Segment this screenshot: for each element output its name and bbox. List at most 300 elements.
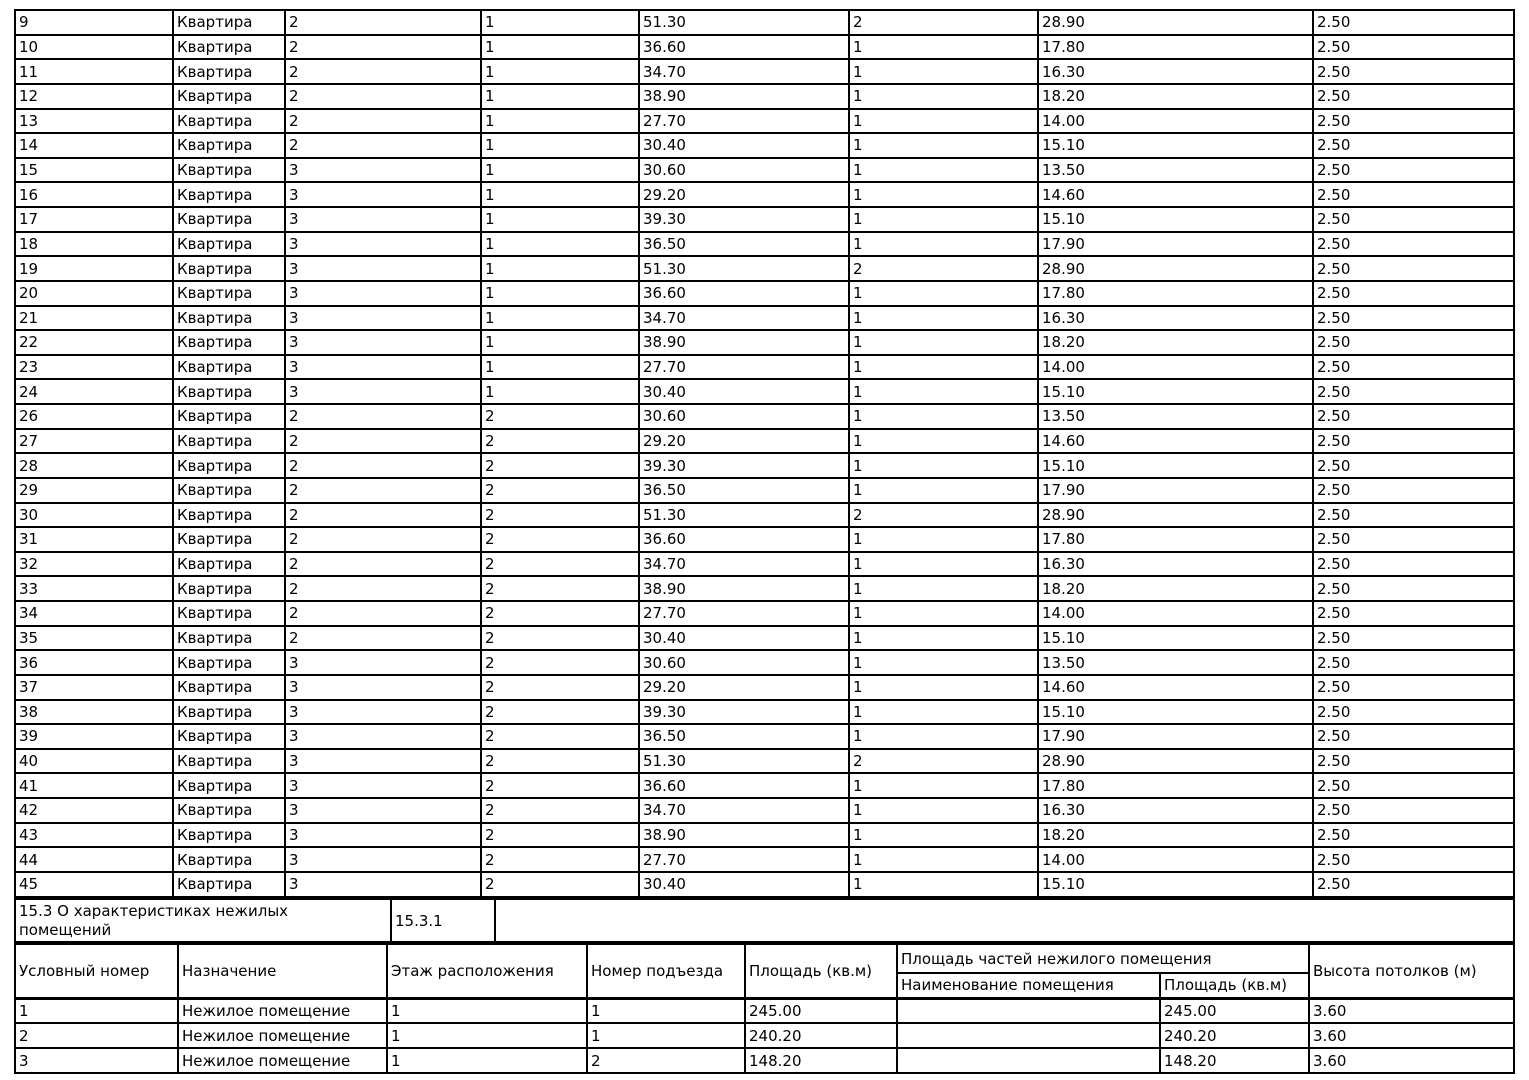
- nonresidential-row: [15, 1048, 1514, 1073]
- table-cell: 44: [15, 847, 173, 872]
- table-cell: Квартира: [173, 84, 285, 109]
- table-cell: 17.80: [1038, 527, 1313, 552]
- table-cell: 41: [15, 773, 173, 798]
- table-cell: 17.90: [1038, 232, 1313, 257]
- table-cell: 1: [849, 847, 1038, 872]
- apartment-row: [15, 576, 1514, 601]
- table-cell: 2: [481, 675, 639, 700]
- table-cell: 2.50: [1313, 158, 1514, 183]
- table-cell: 1: [481, 355, 639, 380]
- table-cell: 2.50: [1313, 798, 1514, 823]
- table-cell: 1: [481, 281, 639, 306]
- table-cell: 1: [849, 35, 1038, 60]
- table-cell: Квартира: [173, 355, 285, 380]
- table-cell: 38.90: [639, 576, 849, 601]
- table-cell: 18.20: [1038, 84, 1313, 109]
- table-cell: 30: [15, 503, 173, 528]
- table-cell: 16.30: [1038, 798, 1313, 823]
- table-cell: 1: [849, 379, 1038, 404]
- apartment-row: [15, 84, 1514, 109]
- table-cell: 1: [481, 330, 639, 355]
- table-cell: Квартира: [173, 232, 285, 257]
- table-cell: 1: [481, 84, 639, 109]
- table-cell: 22: [15, 330, 173, 355]
- table-cell: 1: [849, 404, 1038, 429]
- table-cell: 23: [15, 355, 173, 380]
- table-cell: 1: [849, 527, 1038, 552]
- table-cell: 14.60: [1038, 182, 1313, 207]
- table-cell: 3: [285, 847, 481, 872]
- table-cell: 18.20: [1038, 330, 1313, 355]
- table-cell: 245.00: [1160, 998, 1309, 1023]
- apartment-row: [15, 404, 1514, 429]
- apartment-row: [15, 10, 1514, 35]
- table-cell: 33: [15, 576, 173, 601]
- table-cell: 3: [285, 330, 481, 355]
- table-cell: 3: [285, 700, 481, 725]
- table-cell: 1: [481, 10, 639, 35]
- apartment-row: [15, 650, 1514, 675]
- table-cell: 18.20: [1038, 823, 1313, 848]
- table-cell: 2: [285, 453, 481, 478]
- table-cell: 38.90: [639, 823, 849, 848]
- table-cell: 1: [849, 133, 1038, 158]
- table-cell: 14.60: [1038, 675, 1313, 700]
- table-cell: 2.50: [1313, 133, 1514, 158]
- table-cell: 3: [285, 306, 481, 331]
- table-cell: 2: [587, 1048, 745, 1073]
- table-cell: 1: [849, 576, 1038, 601]
- apartment-row: [15, 330, 1514, 355]
- nonresidential-table-header: [15, 944, 1514, 998]
- table-cell: 2.50: [1313, 182, 1514, 207]
- table-cell: 24: [15, 379, 173, 404]
- table-cell: 3: [285, 823, 481, 848]
- table-cell: 1: [587, 998, 745, 1023]
- table-cell: Квартира: [173, 109, 285, 134]
- table-cell: 27: [15, 429, 173, 454]
- table-cell: 13: [15, 109, 173, 134]
- table-cell: 26: [15, 404, 173, 429]
- table-cell: 2.50: [1313, 724, 1514, 749]
- table-cell: 2: [481, 823, 639, 848]
- table-cell: 13.50: [1038, 404, 1313, 429]
- table-cell: 2.50: [1313, 35, 1514, 60]
- apartments-table: [14, 9, 1515, 898]
- table-cell: 14.00: [1038, 109, 1313, 134]
- table-cell: Квартира: [173, 35, 285, 60]
- apartment-row: [15, 626, 1514, 651]
- table-cell: 2: [481, 700, 639, 725]
- table-cell: 3: [285, 675, 481, 700]
- table-cell: 43: [15, 823, 173, 848]
- header-part-area: Площадь (кв.м): [1160, 973, 1309, 998]
- table-cell: Квартира: [173, 182, 285, 207]
- table-cell: 1: [387, 998, 587, 1023]
- table-cell: 14.00: [1038, 355, 1313, 380]
- table-cell: 29.20: [639, 182, 849, 207]
- table-cell: 2: [285, 109, 481, 134]
- apartment-row: [15, 773, 1514, 798]
- table-cell: 2.50: [1313, 749, 1514, 774]
- table-cell: Квартира: [173, 503, 285, 528]
- table-cell: 16.30: [1038, 59, 1313, 84]
- table-cell: 1: [849, 109, 1038, 134]
- table-cell: 2: [285, 626, 481, 651]
- nonresidential-row: [15, 1023, 1514, 1048]
- table-cell: 16.30: [1038, 552, 1313, 577]
- apartment-row: [15, 823, 1514, 848]
- table-cell: 2: [481, 847, 639, 872]
- table-cell: Квартира: [173, 601, 285, 626]
- table-cell: 30.40: [639, 872, 849, 897]
- table-cell: Квартира: [173, 626, 285, 651]
- table-cell: 148.20: [745, 1048, 897, 1073]
- table-cell: 2.50: [1313, 552, 1514, 577]
- table-cell: 17.80: [1038, 35, 1313, 60]
- table-cell: 36.60: [639, 773, 849, 798]
- table-cell: 2: [481, 552, 639, 577]
- table-cell: 2: [481, 749, 639, 774]
- table-cell: 2: [285, 35, 481, 60]
- table-cell: 1: [481, 232, 639, 257]
- apartment-row: [15, 872, 1514, 897]
- table-cell: 10: [15, 35, 173, 60]
- table-cell: Квартира: [173, 478, 285, 503]
- table-cell: 2: [849, 10, 1038, 35]
- nonresidential-table-body: [15, 998, 1514, 1073]
- table-cell: 1: [849, 773, 1038, 798]
- table-cell: 3.60: [1309, 1048, 1514, 1073]
- table-cell: 18: [15, 232, 173, 257]
- nonresidential-table: [14, 943, 1515, 1074]
- table-cell: 1: [849, 182, 1038, 207]
- table-cell: 30.40: [639, 626, 849, 651]
- table-cell: 14.00: [1038, 847, 1313, 872]
- nonresidential-row: [15, 998, 1514, 1023]
- table-cell: 2: [285, 552, 481, 577]
- table-cell: 1: [849, 700, 1038, 725]
- table-cell: 2.50: [1313, 355, 1514, 380]
- table-cell: 1: [849, 650, 1038, 675]
- table-cell: Квартира: [173, 158, 285, 183]
- table-cell: 27.70: [639, 601, 849, 626]
- table-cell: [897, 1023, 1160, 1048]
- table-cell: 2.50: [1313, 650, 1514, 675]
- section-title: 15.3 О характеристиках нежилых помещений: [19, 902, 289, 939]
- table-cell: 1: [481, 59, 639, 84]
- table-cell: 2: [481, 626, 639, 651]
- table-cell: 34.70: [639, 306, 849, 331]
- table-cell: 1: [481, 133, 639, 158]
- section-15-3-bar: [14, 898, 1515, 943]
- table-cell: 14.00: [1038, 601, 1313, 626]
- table-cell: Квартира: [173, 429, 285, 454]
- table-cell: 2: [481, 576, 639, 601]
- header-part-name: Наименование помещения: [897, 973, 1160, 998]
- table-cell: 51.30: [639, 503, 849, 528]
- table-cell: 1: [849, 453, 1038, 478]
- table-cell: 35: [15, 626, 173, 651]
- table-cell: 2.50: [1313, 306, 1514, 331]
- table-cell: 2: [285, 404, 481, 429]
- table-cell: 19: [15, 256, 173, 281]
- table-cell: 14.60: [1038, 429, 1313, 454]
- table-cell: 16.30: [1038, 306, 1313, 331]
- table-cell: 2: [15, 1023, 178, 1048]
- table-cell: 15.10: [1038, 872, 1313, 897]
- table-cell: 1: [849, 232, 1038, 257]
- table-cell: 2.50: [1313, 823, 1514, 848]
- apartment-row: [15, 552, 1514, 577]
- table-cell: 39.30: [639, 700, 849, 725]
- table-cell: 27.70: [639, 355, 849, 380]
- table-cell: 1: [849, 798, 1038, 823]
- table-cell: 15.10: [1038, 700, 1313, 725]
- table-cell: 1: [481, 182, 639, 207]
- table-cell: 1: [849, 724, 1038, 749]
- table-cell: 3: [285, 724, 481, 749]
- table-cell: 2: [849, 256, 1038, 281]
- table-cell: Квартира: [173, 576, 285, 601]
- apartment-row: [15, 256, 1514, 281]
- table-cell: 2: [285, 503, 481, 528]
- table-cell: 29.20: [639, 675, 849, 700]
- table-cell: 30.60: [639, 158, 849, 183]
- table-cell: 21: [15, 306, 173, 331]
- header-entrance-number: Номер подъезда: [587, 944, 745, 998]
- table-cell: 2: [285, 429, 481, 454]
- table-cell: 30.40: [639, 379, 849, 404]
- table-cell: 51.30: [639, 256, 849, 281]
- apartment-row: [15, 158, 1514, 183]
- table-cell: 2.50: [1313, 379, 1514, 404]
- apartment-row: [15, 453, 1514, 478]
- table-cell: [897, 1048, 1160, 1073]
- table-cell: 1: [849, 355, 1038, 380]
- header-area: Площадь (кв.м): [745, 944, 897, 998]
- table-cell: 16: [15, 182, 173, 207]
- table-cell: 36.50: [639, 478, 849, 503]
- table-cell: 2: [481, 724, 639, 749]
- apartment-row: [15, 700, 1514, 725]
- header-conditional-number: Условный номер: [15, 944, 178, 998]
- table-cell: 2: [481, 478, 639, 503]
- table-cell: Квартира: [173, 133, 285, 158]
- table-cell: 148.20: [1160, 1048, 1309, 1073]
- apartment-row: [15, 109, 1514, 134]
- table-cell: 34: [15, 601, 173, 626]
- table-cell: 2: [481, 773, 639, 798]
- apartment-row: [15, 847, 1514, 872]
- table-cell: 3: [15, 1048, 178, 1073]
- table-cell: 2: [481, 650, 639, 675]
- table-cell: 15.10: [1038, 133, 1313, 158]
- table-cell: 1: [481, 109, 639, 134]
- table-cell: 17.90: [1038, 724, 1313, 749]
- table-cell: 2: [481, 798, 639, 823]
- table-cell: 2.50: [1313, 503, 1514, 528]
- table-cell: 1: [849, 552, 1038, 577]
- apartment-row: [15, 503, 1514, 528]
- table-cell: 2.50: [1313, 576, 1514, 601]
- apartment-row: [15, 379, 1514, 404]
- table-cell: 27.70: [639, 847, 849, 872]
- table-cell: 2.50: [1313, 700, 1514, 725]
- table-cell: 27.70: [639, 109, 849, 134]
- table-cell: Квартира: [173, 675, 285, 700]
- table-cell: 1: [849, 207, 1038, 232]
- header-row-group: [15, 944, 1514, 973]
- table-cell: 36.60: [639, 35, 849, 60]
- table-cell: 2.50: [1313, 330, 1514, 355]
- table-cell: 2: [849, 503, 1038, 528]
- table-cell: 1: [849, 429, 1038, 454]
- table-cell: 2.50: [1313, 478, 1514, 503]
- table-cell: 39.30: [639, 207, 849, 232]
- table-cell: 2: [849, 749, 1038, 774]
- table-cell: 42: [15, 798, 173, 823]
- table-cell: 2: [285, 10, 481, 35]
- table-cell: 28.90: [1038, 256, 1313, 281]
- table-cell: Квартира: [173, 700, 285, 725]
- table-cell: 39: [15, 724, 173, 749]
- table-cell: 1: [849, 158, 1038, 183]
- table-cell: 2.50: [1313, 207, 1514, 232]
- table-cell: 15.10: [1038, 207, 1313, 232]
- table-cell: 1: [387, 1023, 587, 1048]
- table-cell: 1: [15, 998, 178, 1023]
- table-cell: 2.50: [1313, 59, 1514, 84]
- table-cell: Нежилое помещение: [178, 1023, 387, 1048]
- table-cell: 3: [285, 749, 481, 774]
- table-cell: 38.90: [639, 84, 849, 109]
- table-cell: 2.50: [1313, 601, 1514, 626]
- table-cell: 36.60: [639, 527, 849, 552]
- table-cell: 3: [285, 798, 481, 823]
- table-cell: 36.50: [639, 724, 849, 749]
- table-cell: 36: [15, 650, 173, 675]
- table-cell: 28.90: [1038, 503, 1313, 528]
- table-cell: 2.50: [1313, 872, 1514, 897]
- table-cell: 2.50: [1313, 232, 1514, 257]
- table-cell: 30.60: [639, 404, 849, 429]
- table-cell: 15: [15, 158, 173, 183]
- section-title-cell: [15, 899, 391, 942]
- table-cell: 51.30: [639, 10, 849, 35]
- table-cell: 240.20: [745, 1023, 897, 1048]
- section-code-cell: 15.3.1: [391, 899, 495, 942]
- table-cell: 1: [481, 35, 639, 60]
- table-cell: Квартира: [173, 872, 285, 897]
- table-cell: 1: [849, 478, 1038, 503]
- table-cell: 3: [285, 158, 481, 183]
- apartment-row: [15, 306, 1514, 331]
- table-cell: 1: [481, 158, 639, 183]
- table-cell: 2: [285, 133, 481, 158]
- table-cell: 1: [481, 207, 639, 232]
- section-row: [15, 899, 1514, 942]
- table-cell: 30.40: [639, 133, 849, 158]
- table-cell: 13.50: [1038, 650, 1313, 675]
- table-cell: 1: [849, 84, 1038, 109]
- apartment-row: [15, 182, 1514, 207]
- table-cell: Нежилое помещение: [178, 998, 387, 1023]
- header-ceiling-height: Высота потолков (м): [1309, 944, 1514, 998]
- table-cell: 28.90: [1038, 10, 1313, 35]
- table-cell: 34.70: [639, 59, 849, 84]
- table-cell: 34.70: [639, 552, 849, 577]
- apartment-row: [15, 232, 1514, 257]
- table-cell: 2: [481, 872, 639, 897]
- table-cell: 9: [15, 10, 173, 35]
- apartment-row: [15, 724, 1514, 749]
- table-cell: 2: [285, 576, 481, 601]
- table-cell: 15.10: [1038, 379, 1313, 404]
- header-floor: Этаж расположения: [387, 944, 587, 998]
- table-cell: 36.50: [639, 232, 849, 257]
- apartments-table-body: [15, 10, 1514, 897]
- table-cell: 2.50: [1313, 675, 1514, 700]
- table-cell: 2.50: [1313, 84, 1514, 109]
- table-cell: 1: [849, 872, 1038, 897]
- table-cell: 245.00: [745, 998, 897, 1023]
- table-cell: Квартира: [173, 379, 285, 404]
- table-cell: 3: [285, 355, 481, 380]
- table-cell: 17.90: [1038, 478, 1313, 503]
- table-cell: 2: [481, 601, 639, 626]
- table-cell: 14: [15, 133, 173, 158]
- table-cell: 3: [285, 232, 481, 257]
- table-cell: Квартира: [173, 724, 285, 749]
- apartment-row: [15, 601, 1514, 626]
- apartment-row: [15, 133, 1514, 158]
- table-cell: 2: [481, 503, 639, 528]
- table-cell: 2.50: [1313, 256, 1514, 281]
- table-cell: 13.50: [1038, 158, 1313, 183]
- table-cell: 15.10: [1038, 453, 1313, 478]
- table-cell: 2: [285, 84, 481, 109]
- table-cell: 2.50: [1313, 429, 1514, 454]
- table-cell: Квартира: [173, 10, 285, 35]
- table-cell: Квартира: [173, 773, 285, 798]
- table-cell: 3: [285, 379, 481, 404]
- table-cell: 1: [849, 59, 1038, 84]
- table-cell: 31: [15, 527, 173, 552]
- table-cell: 1: [481, 379, 639, 404]
- table-cell: Нежилое помещение: [178, 1048, 387, 1073]
- apartment-row: [15, 749, 1514, 774]
- table-cell: Квартира: [173, 823, 285, 848]
- table-cell: 38: [15, 700, 173, 725]
- table-cell: 1: [587, 1023, 745, 1048]
- table-cell: 2: [481, 453, 639, 478]
- table-cell: Квартира: [173, 404, 285, 429]
- table-cell: 2: [481, 404, 639, 429]
- table-cell: 2.50: [1313, 847, 1514, 872]
- table-cell: 28.90: [1038, 749, 1313, 774]
- table-cell: 29.20: [639, 429, 849, 454]
- table-cell: 20: [15, 281, 173, 306]
- table-cell: 1: [849, 330, 1038, 355]
- table-cell: Квартира: [173, 281, 285, 306]
- table-cell: 2.50: [1313, 281, 1514, 306]
- table-cell: 2: [285, 601, 481, 626]
- table-cell: 1: [387, 1048, 587, 1073]
- table-cell: 1: [481, 256, 639, 281]
- apartment-row: [15, 355, 1514, 380]
- table-cell: Квартира: [173, 207, 285, 232]
